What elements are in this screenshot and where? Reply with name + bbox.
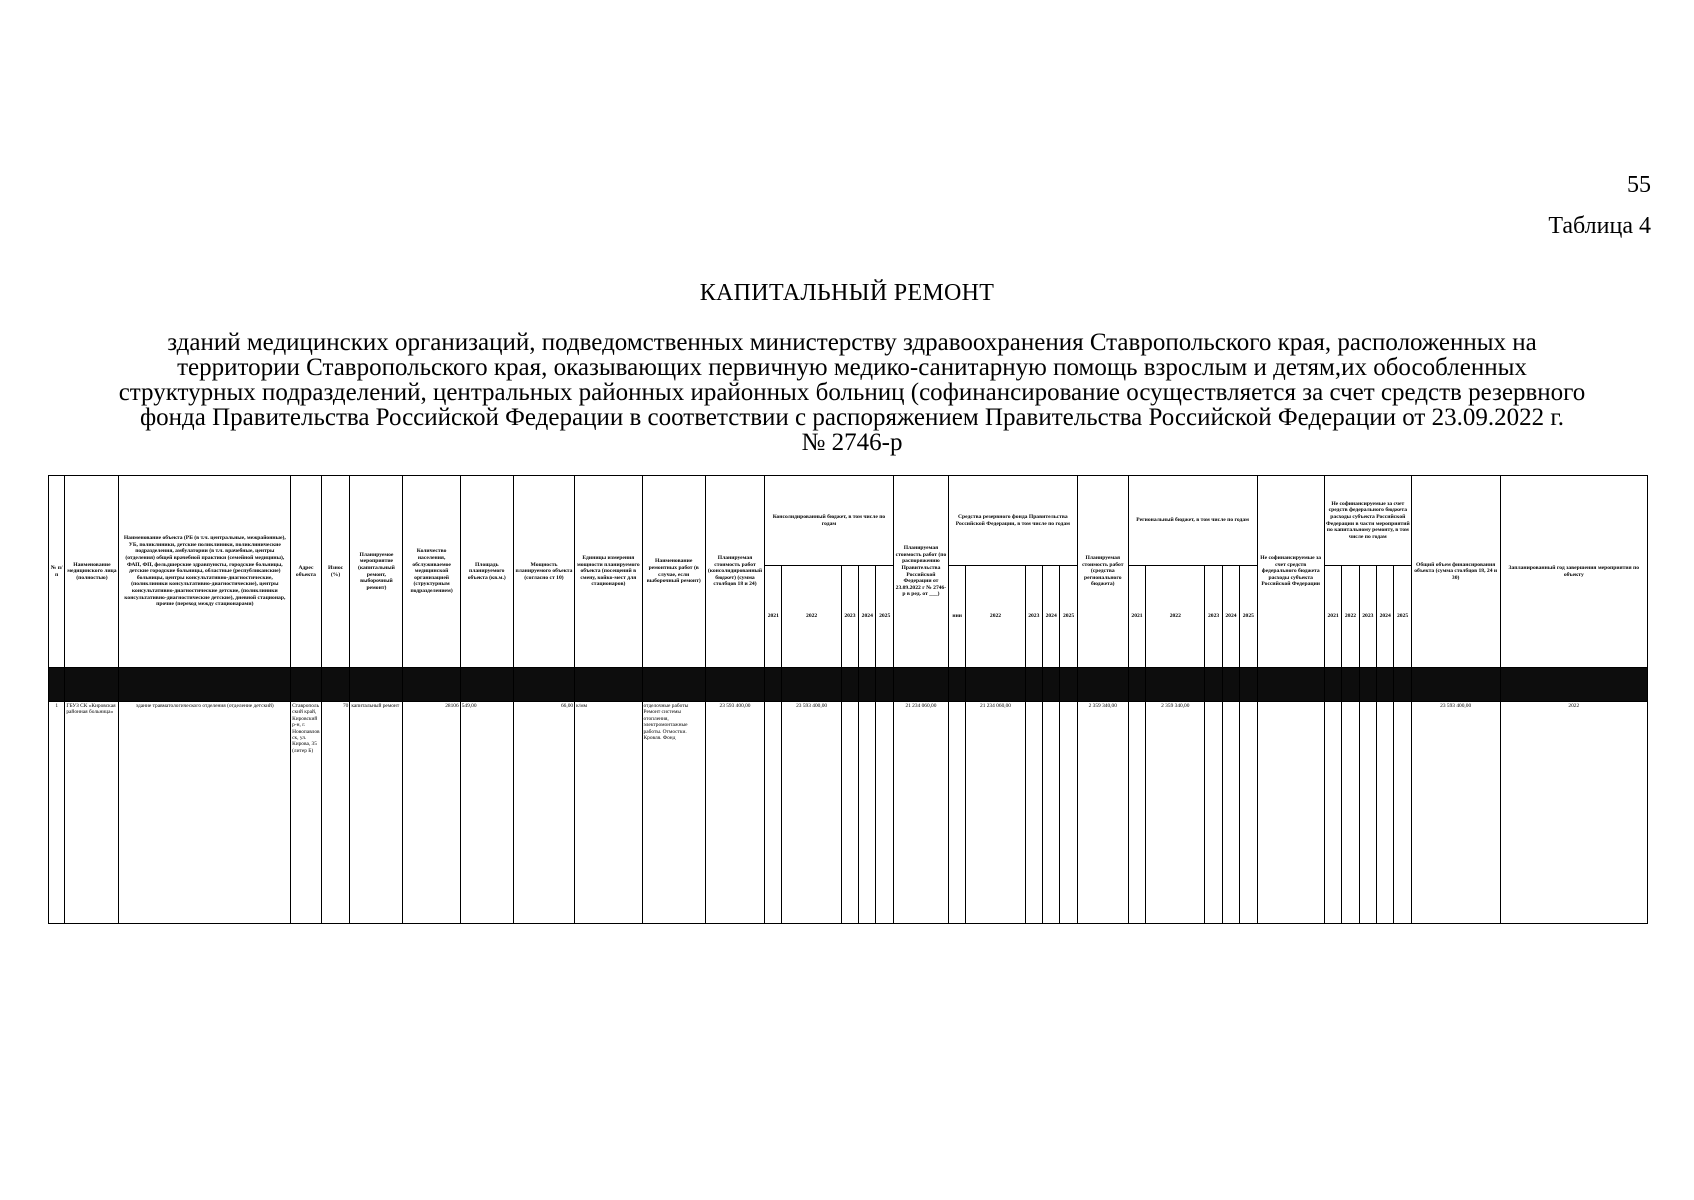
cell-cons-2024 bbox=[859, 702, 876, 924]
header-nc-2021: 2021 bbox=[1324, 566, 1341, 668]
header-reg-2022: 2022 bbox=[1146, 566, 1205, 668]
cell-reserve-2025 bbox=[1060, 702, 1077, 924]
cell-reg-2021 bbox=[1128, 702, 1145, 924]
cell-reserve-nnn bbox=[949, 702, 966, 924]
colnum-cell bbox=[350, 668, 403, 702]
header-cons-2023: 2023 bbox=[841, 566, 858, 668]
header-not-cofinanced: Не софинансируемые за счет средств федерального бюджета расходы субъекта Российской Федерации bbox=[1257, 476, 1324, 668]
colnum-cell bbox=[1324, 668, 1341, 702]
colnum-cell bbox=[841, 668, 858, 702]
cell-works: отделочные работы Ремонт системы отопления, электромонтажные работы. Отмостки. Кровля. Фонд bbox=[642, 702, 705, 924]
subtitle-line: зданий медицинских организаций, подведомственных министерству здравоохранения Ставропольского края, расположенных на bbox=[167, 329, 1537, 356]
cell-planned-cost: 23 593 400,00 bbox=[705, 702, 764, 924]
colnum-cell bbox=[321, 668, 350, 702]
cell-not-cofinanced bbox=[1257, 702, 1324, 924]
capital-repair-table bbox=[48, 475, 1648, 924]
colnum-cell bbox=[575, 668, 642, 702]
subtitle-line: территории Ставропольского края, оказывающих первичную медико-санитарную помощь взрослым и детям,их обособленных bbox=[177, 354, 1527, 381]
header-planned-event: Планируемое мероприятие (капитальный ремонт, выборочный ремонт) bbox=[350, 476, 403, 668]
header-wear: Износ (%) bbox=[321, 476, 350, 668]
colnum-cell bbox=[642, 668, 705, 702]
colnum-cell bbox=[966, 668, 1025, 702]
header-planned-cost-order: Планируемая стоимость работ (по распоряжению Правительства Российской Федерации от 23.09.2022 г № 2746-р в ред. от ___) bbox=[893, 476, 948, 668]
colnum-cell bbox=[1359, 668, 1376, 702]
colnum-cell bbox=[1128, 668, 1145, 702]
colnum-cell bbox=[782, 668, 841, 702]
colnum-cell bbox=[1257, 668, 1324, 702]
cell-cons-2021 bbox=[765, 702, 782, 924]
colnum-cell bbox=[513, 668, 574, 702]
header-nc-2022: 2022 bbox=[1342, 566, 1359, 668]
cell-reg-2022: 2 359 340,00 bbox=[1146, 702, 1205, 924]
header-not-cofinanced-years: Не софинансируемые за счет средств федерального бюджета расходы субъекта Российской Федерации в части мероприятий по капитальному ремонту, в том числе по годам bbox=[1324, 476, 1411, 566]
cell-nc-2025 bbox=[1394, 702, 1411, 924]
colnum-cell bbox=[1222, 668, 1239, 702]
cell-event: капитальный ремонт bbox=[350, 702, 403, 924]
header-consolidated: Консолидированный бюджет, в том числе по годам bbox=[765, 476, 894, 566]
cell-cons-2022: 23 593 400,00 bbox=[782, 702, 841, 924]
cell-object: здание травматологического отделения (отделение детский) bbox=[119, 702, 291, 924]
colnum-cell bbox=[1394, 668, 1411, 702]
cell-wear: 70 bbox=[321, 702, 350, 924]
colnum-cell bbox=[1205, 668, 1222, 702]
header-nc-2025: 2025 bbox=[1394, 566, 1411, 668]
colnum-cell bbox=[705, 668, 764, 702]
cell-nc-2024 bbox=[1377, 702, 1394, 924]
header-reg-2024: 2024 bbox=[1222, 566, 1239, 668]
colnum-cell bbox=[1377, 668, 1394, 702]
header-reg-2021: 2021 bbox=[1128, 566, 1145, 668]
colnum-cell bbox=[765, 668, 782, 702]
header-object-name: Наименование объекта (РБ (в т.ч. центральные, межрайонные), УБ, поликлиники, детские поликлиники, поликлинические подразделения, амбулатории (в т.ч. врачебные, центры (отделения) общей врачебной практики (семейной медицины), ФАП, ФП, фельдшерские здравпункты, городские больницы, детские городские больницы, областные (республиканские) больницы, центры консультативно-диагностические, (поликлиники консультативно-диагностические), центры консультативно-диагностические детские, (поликлиники консультативно-диагностические детские), дневной стационар, прочие (переход между стационарами) bbox=[119, 476, 291, 668]
cell-unit: к/мм bbox=[575, 702, 642, 924]
table-row bbox=[49, 702, 1648, 924]
cell-cons-2023 bbox=[841, 702, 858, 924]
header-cons-2025: 2025 bbox=[876, 566, 893, 668]
header-capacity: Мощность планируемого объекта (согласно ст 10) bbox=[513, 476, 574, 668]
colnum-cell bbox=[1146, 668, 1205, 702]
header-reserve-2023: 2023 bbox=[1025, 566, 1042, 668]
header-completion-year: Запланированный год завершения мероприятия по объекту bbox=[1500, 476, 1647, 668]
header-area: Площадь планируемого объекта (кв.м.) bbox=[460, 476, 513, 668]
cell-total: 23 593 400,00 bbox=[1411, 702, 1500, 924]
cell-order-cost: 21 234 060,00 bbox=[893, 702, 948, 924]
header-cons-2021: 2021 bbox=[765, 566, 782, 668]
colnum-cell bbox=[291, 668, 322, 702]
colnum-cell bbox=[1240, 668, 1257, 702]
header-cons-2022: 2022 bbox=[782, 566, 841, 668]
header-org-name: Наименование медицинского лица (полностью) bbox=[65, 476, 119, 668]
cell-address: Ставропольский край, Кировский р-н, г. Новопавловск, ул. Кирова, 35 (литер Б) bbox=[291, 702, 322, 924]
cell-reg-2024 bbox=[1222, 702, 1239, 924]
cell-nc-2021 bbox=[1324, 702, 1341, 924]
header-population: Количество населения, обслуживаемое медицинской организацией (структурным подразделением) bbox=[403, 476, 460, 668]
cell-capacity: 66,00 bbox=[513, 702, 574, 924]
cell-area: 549,00 bbox=[460, 702, 513, 924]
colnum-cell bbox=[119, 668, 291, 702]
cell-org: ГБУЗ СК «Кировская районная больница» bbox=[65, 702, 119, 924]
cell-reserve-2024 bbox=[1042, 702, 1059, 924]
header-reg-2023: 2023 bbox=[1205, 566, 1222, 668]
colnum-cell bbox=[460, 668, 513, 702]
colnum-cell bbox=[403, 668, 460, 702]
header-capacity-unit: Единицы измерения мощности планируемого объекта (посещений в смену, койко-мест для стационаров) bbox=[575, 476, 642, 668]
cell-reserve-2023 bbox=[1025, 702, 1042, 924]
colnum-cell bbox=[1077, 668, 1128, 702]
colnum-cell bbox=[1025, 668, 1042, 702]
header-nc-2024: 2024 bbox=[1377, 566, 1394, 668]
cell-completion-year: 2022 bbox=[1500, 702, 1647, 924]
cell-num: 1 bbox=[49, 702, 65, 924]
cell-regional-cost: 2 359 340,00 bbox=[1077, 702, 1128, 924]
subtitle-line: фонда Правительства Российской Федерации в соответствии с распоряжением Правительства Российской Федерации от 23.09.2022 г. bbox=[139, 404, 1565, 431]
colnum-cell bbox=[876, 668, 893, 702]
colnum-cell bbox=[1342, 668, 1359, 702]
colnum-cell bbox=[49, 668, 65, 702]
colnum-cell bbox=[1411, 668, 1500, 702]
cell-reg-2025 bbox=[1240, 702, 1257, 924]
header-reserve-fund: Средства резервного фонда Правительства Российской Федерации, в том числе по годам bbox=[949, 476, 1078, 566]
header-reserve-2025: 2025 bbox=[1060, 566, 1077, 668]
colnum-cell bbox=[859, 668, 876, 702]
header-reg-2025: 2025 bbox=[1240, 566, 1257, 668]
subtitle-line: № 2746-р bbox=[801, 429, 903, 456]
colnum-cell bbox=[65, 668, 119, 702]
document-title: КАПИТАЛЬНЫЙ РЕМОНТ bbox=[699, 280, 995, 306]
header-total-volume: Общий объем финансирования объекта (сумма столбцов 18, 24 и 30) bbox=[1411, 476, 1500, 668]
cell-reserve-2022: 21 234 060,00 bbox=[966, 702, 1025, 924]
header-num: № п/п bbox=[49, 476, 65, 668]
colnum-cell bbox=[1500, 668, 1647, 702]
table-label: Таблица 4 bbox=[1548, 213, 1651, 239]
capital-repair-table-wrapper bbox=[48, 475, 1648, 925]
cell-cons-2025 bbox=[876, 702, 893, 924]
cell-population: 28106 bbox=[403, 702, 460, 924]
header-reserve-2024: 2024 bbox=[1042, 566, 1059, 668]
cell-nc-2022 bbox=[1342, 702, 1359, 924]
document-subtitle bbox=[55, 330, 1649, 455]
subtitle-line: структурных подразделений, центральных районных ирайонных больниц (софинансирование осуществляется за счет средств резервного bbox=[118, 379, 1586, 406]
colnum-cell bbox=[893, 668, 948, 702]
column-number-row bbox=[49, 668, 1648, 702]
header-nc-2023: 2023 bbox=[1359, 566, 1376, 668]
colnum-cell bbox=[1060, 668, 1077, 702]
cell-reg-2023 bbox=[1205, 702, 1222, 924]
colnum-cell bbox=[1042, 668, 1059, 702]
cell-nc-2023 bbox=[1359, 702, 1376, 924]
table-header-row bbox=[49, 476, 1648, 566]
header-regional: Региональный бюджет, в том числе по годам bbox=[1128, 476, 1257, 566]
header-cons-2024: 2024 bbox=[859, 566, 876, 668]
page-number: 55 bbox=[1627, 172, 1651, 198]
header-reserve-2022: 2022 bbox=[966, 566, 1025, 668]
header-planned-cost: Планируемая стоимость работ (консолидированный бюджет) (сумма столбцов 18 и 24) bbox=[705, 476, 764, 668]
header-works: Наименование ремонтных работ (в случае, если выборочный ремонт) bbox=[642, 476, 705, 668]
header-reserve-nnn: ннн bbox=[949, 566, 966, 668]
colnum-cell bbox=[949, 668, 966, 702]
header-planned-cost-regional: Планируемая стоимость работ (средства регионального бюджета) bbox=[1077, 476, 1128, 668]
header-address: Адрес объекта bbox=[291, 476, 322, 668]
